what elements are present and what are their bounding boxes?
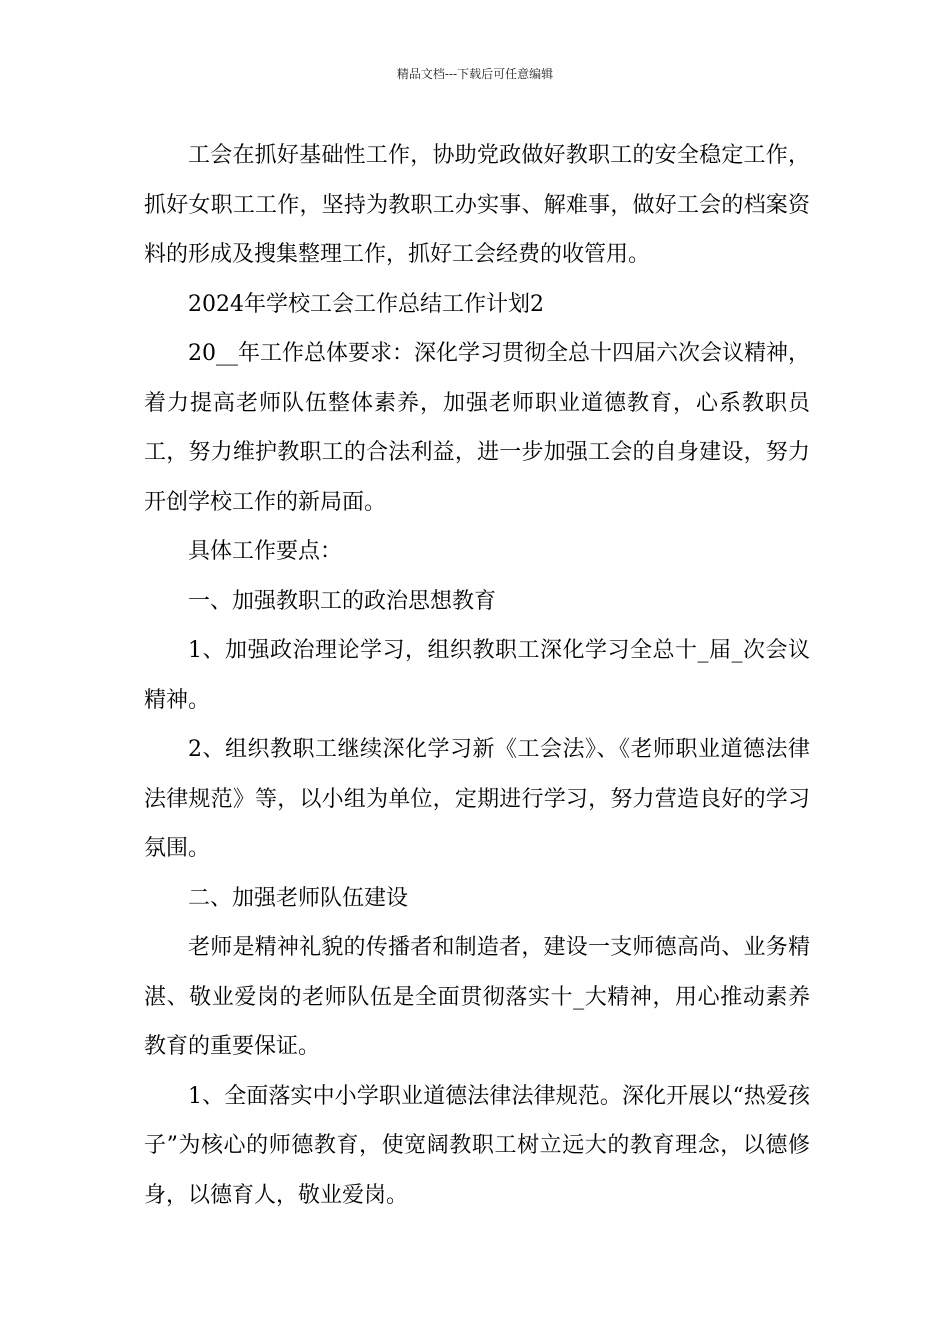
paragraph-teacher-role: 老师是精神礼貌的传播者和制造者，建设一支师德高尚、业务精湛、敬业爱岗的老师队伍是全面贯彻落实十_大精神，用心推动素养教育的重要保证。 [144,935,810,1059]
heading-teacher-team: 二、加强老师队伍建设 [188,885,409,911]
document-body [144,131,810,1220]
section-title-plan-2: 2024年学校工会工作总结工作计划2 [188,291,544,317]
page-header: 精品文档---下载后可任意编辑 [396,67,554,81]
paragraph-item-1-ethics-norms: 1、全面落实中小学职业道德法律法律规范。深化开展以“热爱孩子”为核心的师德教育，使宽阔教职工树立远大的教育理念，以德修身，以德育人，敬业爱岗。 [144,1083,810,1208]
paragraph-key-points-label: 具体工作要点： [188,539,343,564]
paragraph-item-2-law-study: 2、组织教职工继续深化学习新《工会法》、《老师职业道德法律法律规范》等，以小组为单位，定期进行学习，努力营造良好的学习氛围。 [144,737,810,861]
heading-political-education: 一、加强教职工的政治思想教育 [188,588,497,614]
paragraph-item-1-theory-study: 1、加强政治理论学习，组织教职工深化学习全总十_届_次会议精神。 [144,638,810,713]
paragraph-union-basics: 工会在抓好基础性工作，协助党政做好教职工的安全稳定工作，抓好女职工工作，坚持为教职工办实事、解难事，做好工会的档案资料的形成及搜集整理工作，抓好工会经费的收管用。 [144,143,810,267]
paragraph-overall-requirements: 20__年工作总体要求：深化学习贯彻全总十四届六次会议精神，着力提高老师队伍整体素养，加强老师职业道德教育，心系教职员工，努力维护教职工的合法利益，进一步加强工会的自身建设，努力开创学校工作的新局面。 [144,341,810,515]
